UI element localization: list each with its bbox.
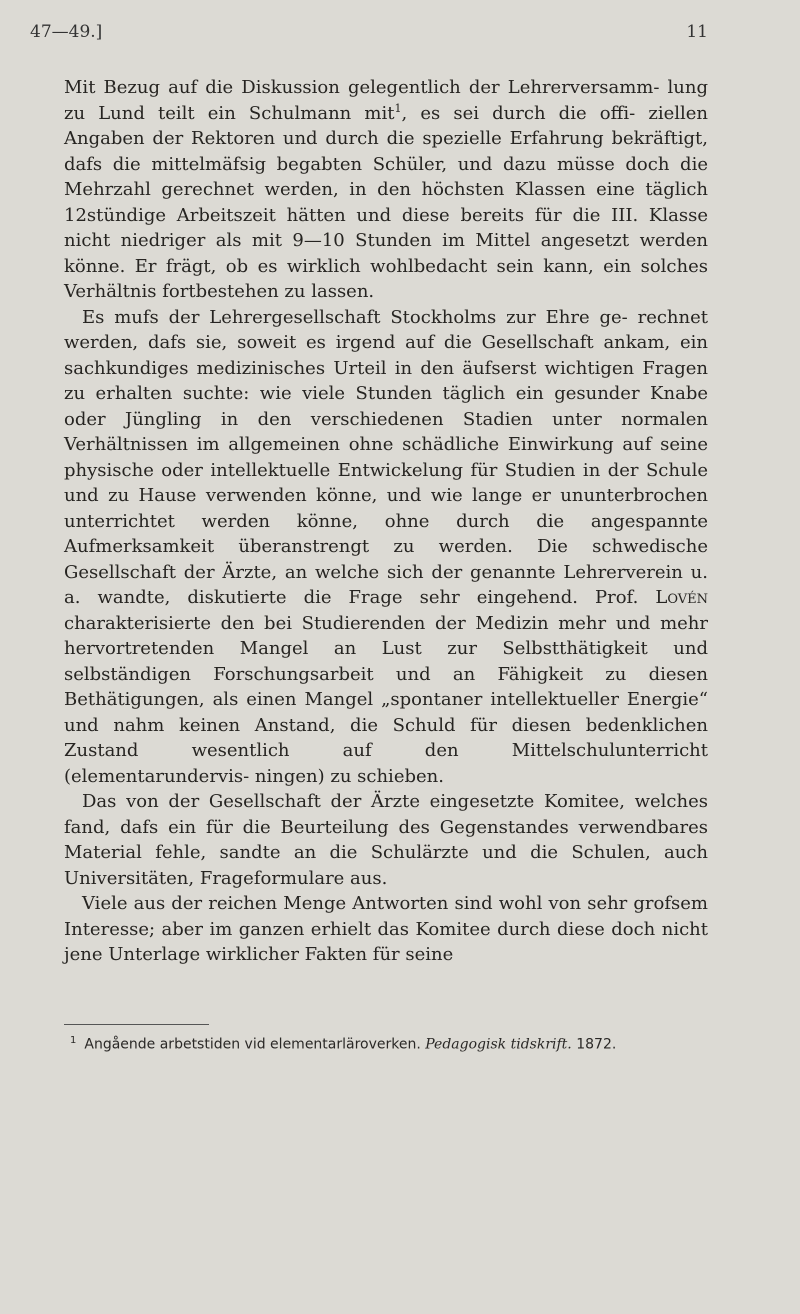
footnote-mark: 1 [70, 1035, 77, 1046]
paragraph-4: Viele aus der reichen Menge Antworten sind wohl von sehr grofsem Interesse; aber im ganzen erhielt das Komitee durch diese doch nicht jene Unterlage wirklicher Fakten für seine [64, 893, 708, 965]
paragraph-1-text: Mit Bezug auf die Diskussion gelegentlich der Lehrerversamm- lung zu Lund teilt ein Schulmann mit [64, 77, 708, 124]
footnote-text: Angående arbetstiden vid elementarläroverken. [84, 1036, 421, 1053]
footnote-source: Pedagogisk tidskrift. [425, 1036, 572, 1053]
body-text [64, 75, 708, 968]
paragraph-3: Das von der Gesellschaft der Ärzte eingesetzte Komitee, welches fand, dafs ein für die Beurteilung des Gegenstandes verwendbares Material fehle, sandte an die Schulärzte und die Schulen, auch Universitäten, Frageformulare aus. [64, 791, 708, 889]
section-range: 47—49.] [30, 22, 103, 42]
footnote-reference[interactable]: 1 [394, 101, 402, 115]
author-name: Lovén [655, 587, 708, 608]
footnote-year: 1872. [576, 1036, 617, 1053]
paragraph-1-continued: , es sei durch die offi- ziellen Angaben der Rektoren und durch die spezielle Erfahrung bekräftigt, dafs die mittelmäfsig begabten Schüler, und dazu müsse doch die Mehrzahl gerechnet werden, in den höchsten Klassen eine täglich 12stündige Arbeitszeit hätten und diese bereits für die III. Klasse nicht niedriger als mit 9—10 Stunden im Mittel angesetzt werden könne. Er frägt, ob es wirklich wohlbedacht sein kann, ein solches Verhältnis fortbestehen zu lassen. [64, 102, 708, 302]
paragraph-2-text: Es mufs der Lehrergesellschaft Stockholms zur Ehre ge- rechnet werden, dafs sie, soweit es irgend auf die Gesellschaft ankam, ein sachkundiges medizinisches Urteil in den äufserst wichtigen Fragen zu erhalten suchte: wie viele Stunden täglich ein gesunder Knabe oder Jüngling in den verschiedenen Stadien unter normalen Verhältnissen im allgemeinen ohne schädliche Einwirkung auf seine physische oder intellektuelle Entwickelung für Studien in der Schule und zu Hause verwenden könne, und wie lange er ununterbrochen unterrichtet werden könne, ohne durch die angespannte Aufmerksamkeit überanstrengt zu werden. Die schwedische Gesellschaft der Ärzte, an welche sich der genannte Lehrerverein u. a. wandte, diskutierte die Frage sehr eingehend. Prof. [64, 306, 708, 608]
paragraph-2 [64, 305, 708, 790]
page-number: 11 [686, 22, 708, 42]
paragraph-1 [64, 75, 708, 305]
footnote-divider [64, 1024, 209, 1025]
paragraph-2-continued: charakterisierte den bei Studierenden der Medizin mehr und mehr hervortretenden Mangel an Lust zur Selbstthätigkeit und selbständigen Forschungsarbeit und an Fähigkeit zu diesen Bethätigungen, als einen Mangel „spontaner intellektueller Energie“ und nahm keinen Anstand, die Schuld für diesen bedenklichen Zustand wesentlich auf den Mittelschulunterricht (elementarundervis- ningen) zu schieben. [64, 612, 708, 787]
footnote [70, 1035, 710, 1053]
running-header [30, 22, 708, 42]
